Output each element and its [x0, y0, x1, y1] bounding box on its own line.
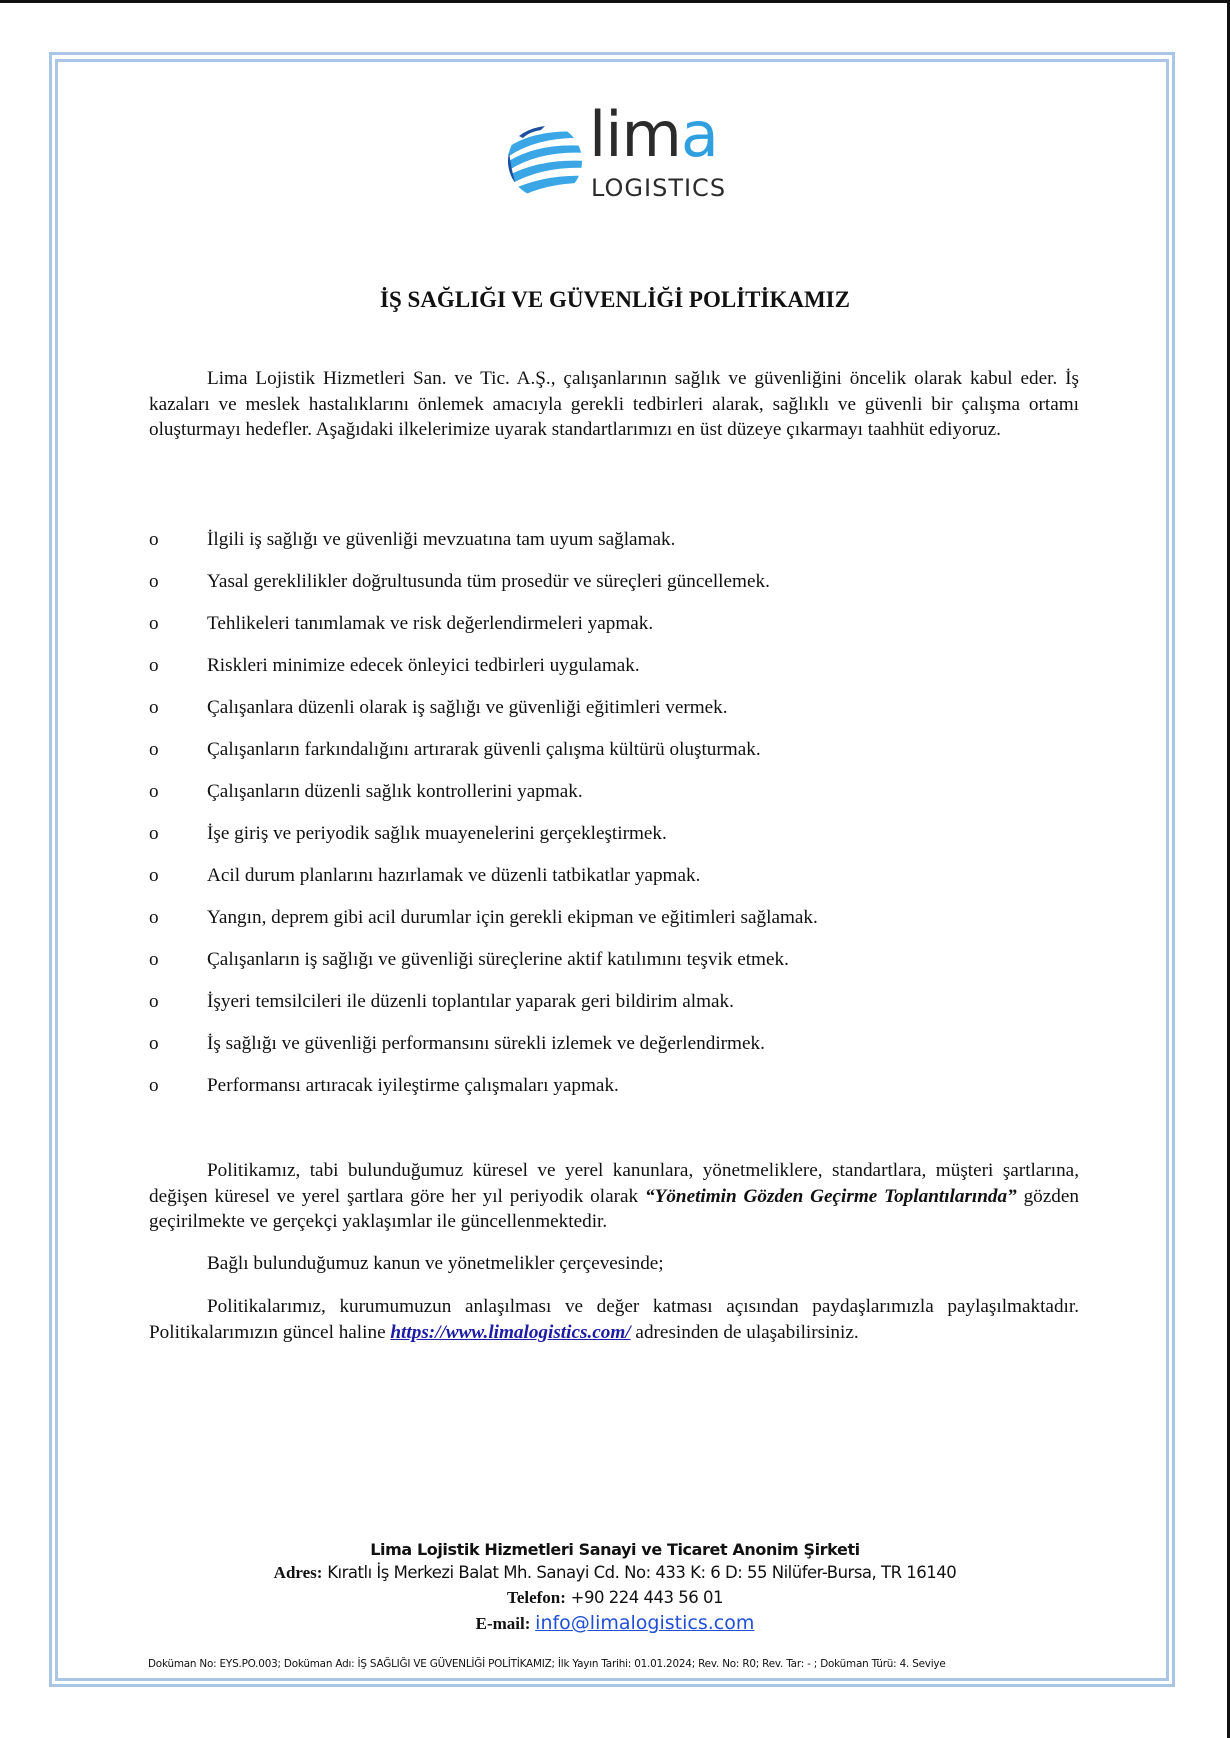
list-item — [149, 946, 1079, 988]
list-item — [149, 862, 1079, 904]
list-item-text: Çalışanların düzenli sağlık kontrollerini yapmak. — [207, 781, 583, 802]
list-item — [149, 820, 1079, 862]
list-item — [149, 652, 1079, 694]
list-item-text: İlgili iş sağlığı ve güvenliği mevzuatına tam uyum sağlamak. — [207, 529, 676, 550]
share-paragraph — [149, 1294, 1079, 1345]
logo-tagline: LOGISTICS — [591, 174, 727, 202]
bullet-icon: o — [149, 1033, 159, 1054]
list-item — [149, 1030, 1079, 1072]
footer-company: Lima Lojistik Hizmetleri Sanayi ve Ticaret Anonim Şirketi — [370, 1540, 860, 1559]
window-top-border — [0, 0, 1230, 3]
share-text-end: adresinden de ulaşabilirsiniz. — [630, 1321, 859, 1343]
bullet-icon: o — [149, 697, 159, 718]
list-item-text: İşe giriş ve periyodik sağlık muayenelerini gerçekleştirmek. — [207, 823, 667, 844]
document-title: İŞ SAĞLIĞI VE GÜVENLİĞİ POLİTİKAMIZ — [380, 287, 850, 312]
bullet-icon: o — [149, 907, 159, 928]
list-item-text: İş sağlığı ve güvenliği performansını sürekli izlemek ve değerlendirmek. — [207, 1033, 765, 1054]
website-link[interactable]: https://www.limalogistics.com/ — [390, 1321, 631, 1343]
list-item-text: Çalışanların farkındalığını artırarak güvenli çalışma kültürü oluşturmak. — [207, 739, 761, 760]
address-value: Kıratlı İş Merkezi Balat Mh. Sanayi Cd. No: 433 K: 6 D: 55 Nilüfer-Bursa, TR 16140 — [327, 1563, 957, 1582]
bullet-icon: o — [149, 529, 159, 550]
list-item-text: Çalışanların iş sağlığı ve güvenliği süreçlerine aktif katılımını teşvik etmek. — [207, 949, 789, 970]
list-item — [149, 610, 1079, 652]
list-item-text: Çalışanlara düzenli olarak iş sağlığı ve güvenliği eğitimleri vermek. — [207, 697, 728, 718]
bullet-icon: o — [149, 1075, 159, 1096]
list-item-text: Yasal gereklilikler doğrultusunda tüm prosedür ve süreçleri güncellemek. — [207, 571, 770, 592]
bullet-icon: o — [149, 865, 159, 886]
bullet-icon: o — [149, 781, 159, 802]
footer-address — [0, 1563, 1230, 1583]
policy-text: Politikamız, tabi bulunduğumuz küresel ve yerel kanunlara, yönetmeliklere, standartlara, müşteri şartlarına, değişen küresel ve yerel şartlara göre her yıl periyodik olarak — [149, 1160, 1079, 1207]
footer-phone — [0, 1588, 1230, 1608]
bullet-icon: o — [149, 739, 159, 760]
list-item — [149, 1072, 1079, 1114]
bullet-icon: o — [149, 613, 159, 634]
email-label: E-mail: — [475, 1614, 531, 1633]
list-item — [149, 988, 1079, 1030]
logo-wordmark — [589, 98, 718, 171]
list-item — [149, 568, 1079, 610]
intro-paragraph — [149, 366, 1079, 443]
list-item — [149, 904, 1079, 946]
list-item-text: Riskleri minimize edecek önleyici tedbirleri uygulamak. — [207, 655, 640, 676]
list-item-text: Yangın, deprem gibi acil durumlar için gerekli ekipman ve eğitimleri sağlamak. — [207, 907, 818, 928]
list-item-text: Acil durum planlarını hazırlamak ve düzenli tatbikatlar yapmak. — [207, 865, 701, 886]
footer-email — [0, 1612, 1230, 1634]
bullet-icon: o — [149, 571, 159, 592]
list-item — [149, 694, 1079, 736]
phone-value: +90 224 443 56 01 — [570, 1588, 723, 1607]
list-item-text: Tehlikeleri tanımlamak ve risk değerlendirmeleri yapmak. — [207, 613, 654, 634]
intro-text: Lima Lojistik Hizmetleri San. ve Tic. A.Ş., çalışanlarının sağlık ve güvenliğini öncelik olarak kabul eder. İş kazaları ve meslek hastalıklarını önlemek amacıyla gerekli tedbirleri alarak, sağlıklı ve güvenli bir çalışma ortamı oluşturmayı hedefler. Aşağıdaki ilkelerimize uyarak standartlarımızı en üst düzeye çıkarmayı taahhüt ediyoruz. — [149, 368, 1079, 441]
bullet-icon: o — [149, 655, 159, 676]
list-item — [149, 526, 1079, 568]
logo-wordmark-main: lim — [589, 98, 681, 171]
list-item — [149, 736, 1079, 778]
policy-text-end: gözden geçirilmekte ve gerçekçi yaklaşımlar ile güncellenmektedir. — [149, 1185, 1079, 1233]
law-paragraph — [149, 1251, 1079, 1277]
document-info: Doküman No: EYS.PO.003; Doküman Adı: İŞ SAĞLIĞI VE GÜVENLİĞİ POLİTİKAMIZ; İlk Yayın Tarihi: 01.01.2024; Rev. No: R0; Rev. Tar: - ; Doküman Türü: 4. Seviye — [148, 1658, 946, 1670]
company-logo — [505, 98, 727, 208]
logo-wordmark-accent: a — [680, 98, 718, 171]
share-text: Politikalarımız, kurumumuzun anlaşılması ve değer katması açısından paydaşlarımızla paylaşılmaktadır. Politikalarımızın güncel haline — [149, 1296, 1079, 1343]
address-label: Adres: — [273, 1563, 323, 1582]
policy-emphasis: “Yönetimin Gözden Geçirme Toplantılarında” — [645, 1185, 1017, 1207]
policy-paragraph — [149, 1158, 1079, 1235]
principles-list — [149, 526, 1079, 1114]
list-item — [149, 778, 1079, 820]
phone-label: Telefon: — [507, 1588, 566, 1607]
bullet-icon: o — [149, 823, 159, 844]
bullet-icon: o — [149, 991, 159, 1012]
bullet-icon: o — [149, 949, 159, 970]
globe-icon — [505, 118, 587, 200]
email-link[interactable]: info@limalogistics.com — [535, 1612, 755, 1634]
list-item-text: İşyeri temsilcileri ile düzenli toplantılar yaparak geri bildirim almak. — [207, 991, 734, 1012]
law-text: Bağlı bulunduğumuz kanun ve yönetmelikler çerçevesinde; — [207, 1253, 664, 1274]
list-item-text: Performansı artıracak iyileştirme çalışmaları yapmak. — [207, 1075, 619, 1096]
